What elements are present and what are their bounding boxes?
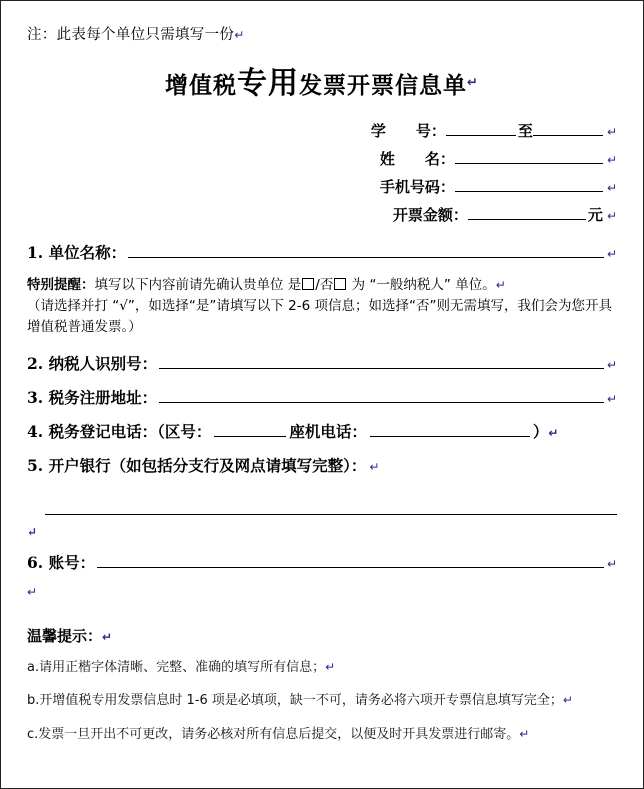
- pilcrow-mark: ↵: [27, 524, 38, 539]
- pilcrow-mark: ↵: [606, 391, 617, 406]
- section-label: 3. 税务注册地址：: [27, 387, 158, 407]
- page-title: [27, 58, 617, 102]
- section-label: 6. 账号：: [27, 552, 96, 572]
- top-note: [27, 23, 617, 44]
- tips-title-text: 温馨提示：: [27, 626, 103, 645]
- section-taxpayer-id: [27, 352, 617, 374]
- pilcrow-mark: ↵: [102, 629, 113, 644]
- reminder-text-a: 填写以下内容前请先确认贵单位 是: [94, 277, 302, 293]
- mobile-input[interactable]: [455, 176, 603, 192]
- invoice-amount-input[interactable]: [468, 204, 586, 220]
- title-part-2: 专用: [237, 66, 300, 101]
- reminder-line-1: [27, 275, 617, 296]
- field-label: 姓 名：: [379, 150, 455, 168]
- field-label: 学 号：: [370, 122, 446, 140]
- reminder-text-b: 为 “一般纳税人” 单位。: [347, 277, 496, 293]
- section-label: 1. 单位名称：: [27, 243, 127, 262]
- bank-name-input[interactable]: [45, 498, 617, 515]
- tip-text: a.请用正楷字体清晰、完整、准确的填写所有信息；: [27, 659, 326, 675]
- company-name-input[interactable]: [128, 242, 604, 258]
- tip-text: b.开增值税专用发票信息时 1-6 项是必填项，缺一不可，请务必将六项开专票信息填写完全；: [27, 693, 563, 709]
- pilcrow-mark: ↵: [606, 153, 617, 167]
- pilcrow-mark: ↵: [606, 247, 617, 261]
- pilcrow-mark: ↵: [562, 693, 573, 708]
- pilcrow-mark: ↵: [606, 556, 617, 571]
- reminder-bold-prefix: 特别提醒：: [27, 277, 95, 293]
- reminder-line-2: [27, 296, 617, 338]
- student-id-input-end[interactable]: [533, 120, 603, 136]
- landline-label: 座机电话：: [289, 421, 367, 441]
- tip-text: c.发票一旦开出不可更改，请务必核对所有信息后提交，以便及时开具发票进行邮寄。: [27, 726, 520, 742]
- pilcrow-mark: ↵: [548, 425, 559, 440]
- pilcrow-mark: ↵: [369, 459, 380, 474]
- field-student-id: [27, 120, 617, 141]
- section-label: 5. 开户银行（如包括分支行及网点请填写完整）：: [27, 455, 367, 475]
- section-tax-phone: [27, 420, 617, 442]
- field-label: 开票金额：: [392, 206, 468, 224]
- pilcrow-mark: ↵: [519, 726, 530, 741]
- top-note-text: 注：此表每个单位只需填写一份: [27, 27, 235, 43]
- section-label: 4. 税务登记电话：（区号：: [27, 421, 212, 441]
- section-label: 2. 纳税人识别号：: [27, 353, 158, 373]
- checkbox-no[interactable]: [334, 278, 346, 290]
- reminder-text-2: （请选择并打 “√”，如选择“是”请填写以下 2-6 项信息；如选择“否”则无需填写，我们会为您开具增值税普通发票。）: [27, 297, 612, 335]
- pilcrow-mark: ↵: [606, 209, 617, 223]
- account-number-input[interactable]: [97, 552, 604, 568]
- pilcrow-mark: ↵: [234, 28, 245, 42]
- section-bank: [27, 454, 617, 539]
- field-label: 手机号码：: [379, 178, 455, 196]
- field-tail: 元: [587, 206, 603, 224]
- special-reminder: [27, 275, 617, 338]
- tip-item: [27, 691, 617, 711]
- field-name: [27, 148, 617, 169]
- field-mobile: [27, 176, 617, 197]
- name-input[interactable]: [455, 148, 603, 164]
- pilcrow-mark: ↵: [325, 659, 336, 674]
- header-fields: [27, 120, 617, 225]
- checkbox-yes[interactable]: [302, 278, 314, 290]
- pilcrow-mark: ↵: [606, 357, 617, 372]
- tax-address-input[interactable]: [159, 387, 604, 403]
- title-part-3: 发票开票信息单: [299, 72, 468, 99]
- landline-input[interactable]: [370, 421, 530, 437]
- section-company-name: [27, 241, 617, 263]
- section-account-number: [27, 551, 617, 573]
- field-invoice-amount: [27, 204, 617, 225]
- pilcrow-mark: ↵: [467, 75, 479, 91]
- paren-close: ）: [532, 421, 549, 441]
- tip-item: [27, 725, 617, 745]
- pilcrow-mark: ↵: [27, 584, 38, 599]
- area-code-input[interactable]: [214, 421, 286, 437]
- taxpayer-id-input[interactable]: [159, 353, 604, 369]
- title-part-1: 增值税: [165, 72, 238, 99]
- pilcrow-mark: ↵: [606, 181, 617, 195]
- field-tail: 至: [517, 122, 533, 140]
- tips-title: [27, 625, 617, 646]
- section-tax-address: [27, 386, 617, 408]
- tip-item: [27, 658, 617, 678]
- pilcrow-mark: ↵: [495, 278, 506, 292]
- pilcrow-mark: ↵: [606, 125, 617, 139]
- reminder-text-sep: /否: [315, 277, 334, 293]
- student-id-input-start[interactable]: [446, 120, 516, 136]
